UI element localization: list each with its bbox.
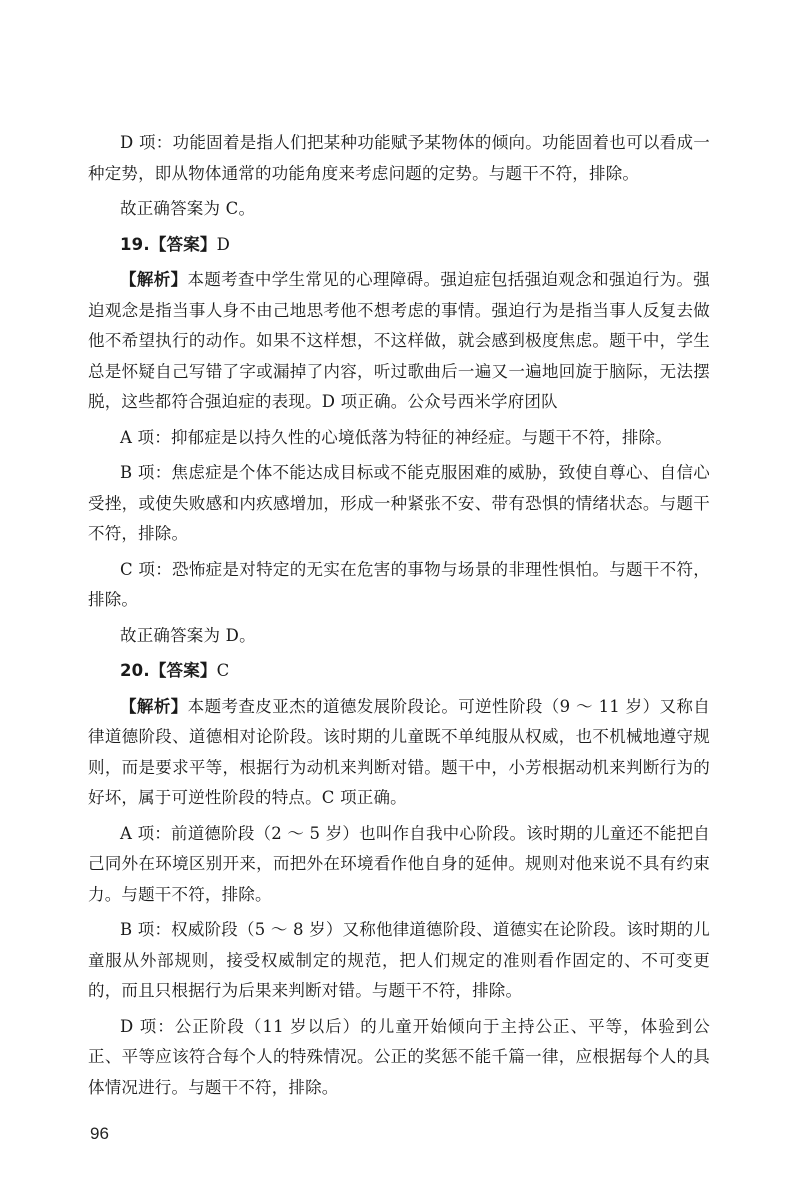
question-19-option-c: C 项：恐怖症是对特定的无实在危害的事物与场景的非理性惧怕。与题干不符，排除。: [88, 559, 710, 609]
page-body: [88, 128, 710, 1108]
question-19-option-b: B 项：焦虑症是个体不能达成目标或不能克服困难的威胁，致使自尊心、自信心受挫，或使失败感和内疚感增加，形成一种紧张不安、带有恐惧的情绪状态。与题干不符，排除。: [88, 463, 710, 543]
question-20-analysis: 【解析】本题考查皮亚杰的道德发展阶段论。可逆性阶段（9 ～ 11 岁）又称自律道德阶段、道德相对论阶段。该时期的儿童既不单纯服从权威，也不机械地遵守规则，而是要求平等，根据行为动机来判断对错。题干中，小芳根据动机来判断行为的好坏，属于可逆性阶段的特点。C 项正确。: [88, 696, 710, 807]
paragraph-d-option-functional-fixedness: D 项：功能固着是指人们把某种功能赋予某物体的倾向。功能固着也可以看成一种定势，即从物体通常的功能角度来考虑问题的定势。与题干不符，排除。: [88, 133, 710, 183]
question-19-conclusion: 故正确答案为 D。: [120, 625, 256, 645]
question-20-option-d: D 项：公正阶段（11 岁以后）的儿童开始倾向于主持公正、平等，体验到公正、平等应该符合每个人的特殊情况。公正的奖惩不能千篇一律，应根据每个人的具体情况进行。与题干不符，排除。: [88, 1016, 710, 1097]
paragraph-answer-c: 故正确答案为 C。: [120, 199, 256, 218]
page-number: 96: [90, 1124, 109, 1143]
question-20-option-b: B 项：权威阶段（5 ～ 8 岁）又称他律道德阶段、道德实在论阶段。该时期的儿童服从外部规则，接受权威制定的规范，把人们规定的准则看作固定的、不可变更的，而且只根据行为后果来判断对错。与题干不符，排除。: [88, 920, 710, 1000]
question-19-answer: 19.【答案】D: [120, 234, 231, 254]
question-19-option-a: A 项：抑郁症是以持久性的心境低落为特征的神经症。与题干不符，排除。: [120, 427, 672, 447]
question-20-option-a: A 项：前道德阶段（2 ～ 5 岁）也叫作自我中心阶段。该时期的儿童还不能把自己同外在环境区别开来，而把外在环境看作他自身的延伸。规则对他来说不具有约束力。与题干不符，排除。: [88, 823, 710, 904]
question-19-analysis: 【解析】本题考查中学生常见的心理障碍。强迫症包括强迫观念和强迫行为。强迫观念是指当事人身不由己地思考他不想考虑的事情。强迫行为是指当事人反复去做他不希望执行的动作。如果不这样想，不这样做，就会感到极度焦虑。题干中，学生总是怀疑自己写错了字或漏掉了内容，听过歌曲后一遍又一遍地回旋于脑际，无法摆脱，这些都符合强迫症的表现。D 项正确。公众号西米学府团队: [88, 270, 710, 411]
question-20-answer: 20.【答案】C: [120, 661, 230, 680]
